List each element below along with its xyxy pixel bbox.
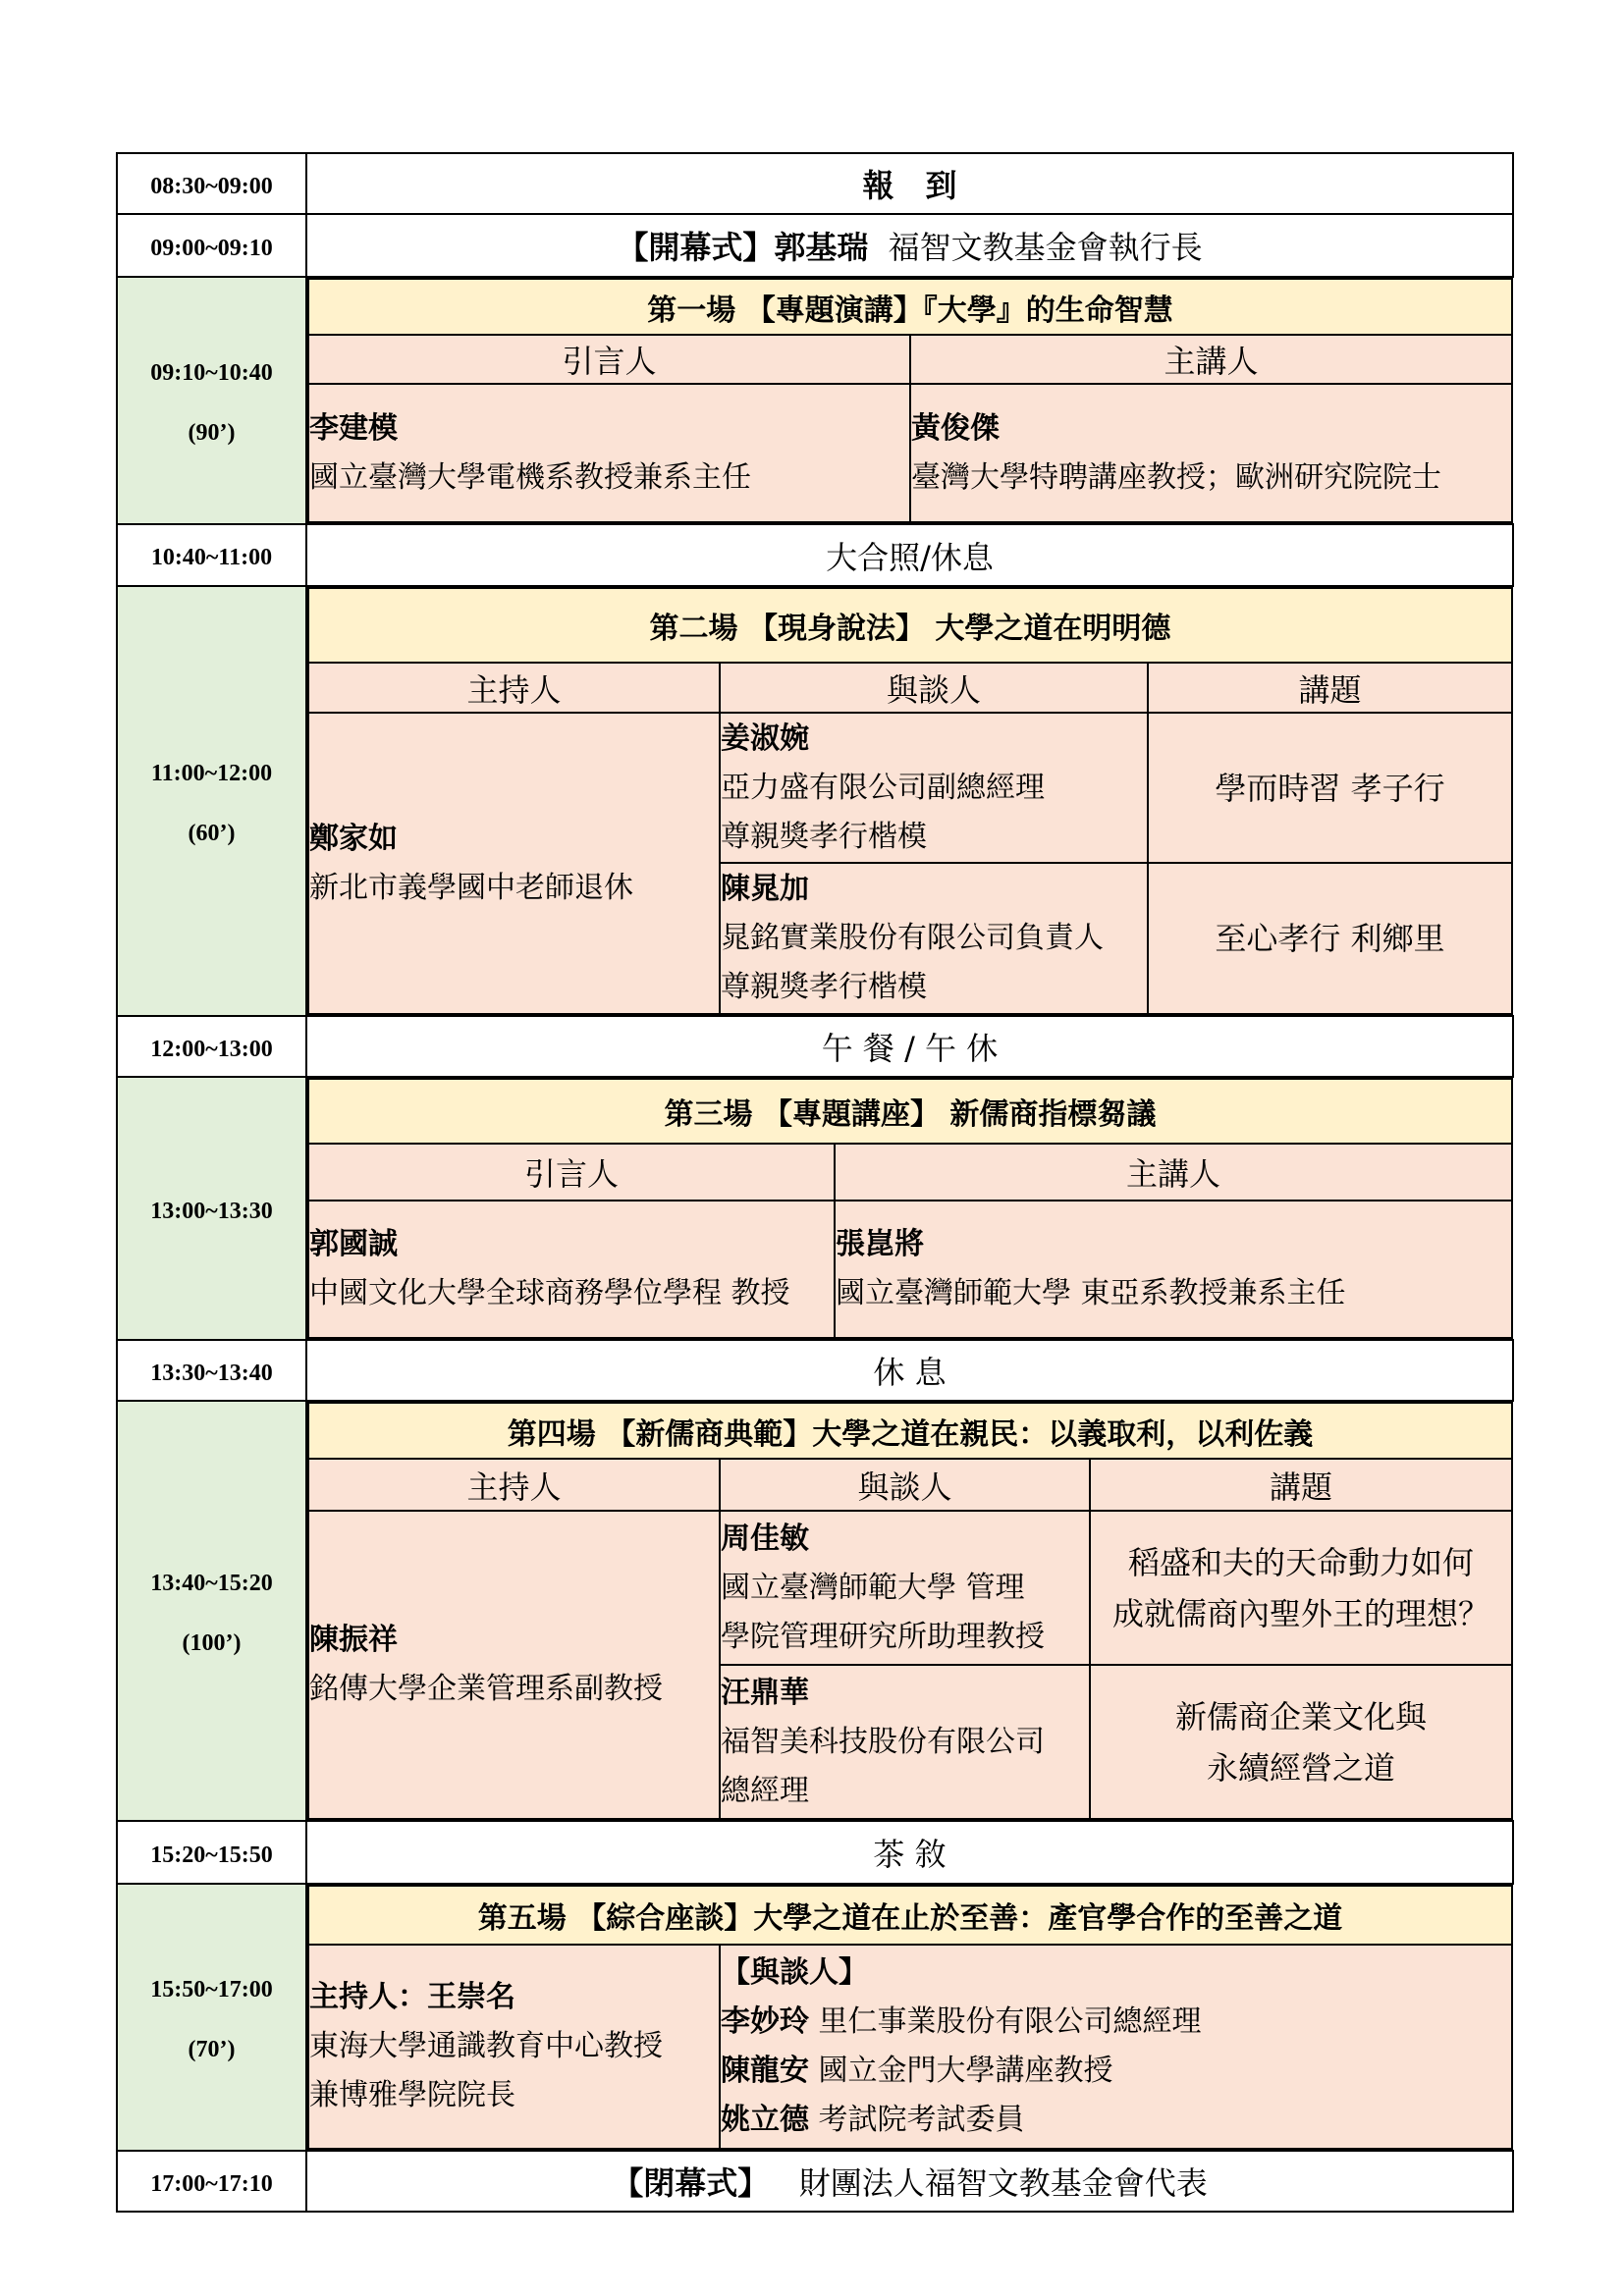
time-cell: 09:10~10:40 (90’): [117, 277, 306, 524]
time-cell: 09:00~09:10: [117, 214, 306, 277]
panelist-cell: 姜淑婉 亞力盛有限公司副總經理 尊親獎孝行楷模: [720, 713, 1148, 863]
closing-label: 【閉幕式】: [612, 2164, 770, 2202]
time-cell: 15:50~17:00 (70’): [117, 1884, 306, 2151]
row-closing: [117, 2151, 1513, 2212]
panelist-name: 周佳敏: [721, 1521, 809, 1556]
intro-cell: [308, 384, 910, 522]
panel-cell: [720, 1945, 1512, 2149]
speaker-desc: 國立臺灣師範大學 東亞系教授兼系主任: [836, 1276, 1346, 1310]
speaker-name: 黃俊傑: [911, 410, 1000, 446]
session-1: [117, 277, 1513, 524]
col-intro: 引言人: [308, 1144, 835, 1201]
time-cell: 11:00~12:00 (60’): [117, 586, 306, 1016]
topic-cell: 新儒商企業文化與 永續經營之道: [1090, 1665, 1512, 1819]
col-speaker: 主講人: [910, 335, 1512, 384]
time-cell: 13:30~13:40: [117, 1340, 306, 1401]
session-title: 第一場 【專題演講】『大學』的生命智慧: [308, 279, 1512, 335]
speaker-cell: [835, 1201, 1512, 1338]
time-cell: 13:00~13:30: [117, 1077, 306, 1340]
opening-cell: [306, 214, 1513, 277]
col-topic: 講題: [1090, 1459, 1512, 1511]
intro-desc: 中國文化大學全球商務學位學程 教授: [309, 1276, 790, 1310]
session-title: 第二場 【現身說法】 大學之道在明明德: [308, 588, 1512, 663]
session-4: [117, 1401, 1513, 1821]
col-panelist: 與談人: [720, 1459, 1090, 1511]
host-name: 主持人：王崇名: [309, 1980, 515, 2014]
lunch-title: 午 餐 / 午 休: [306, 1016, 1513, 1077]
registration-title: 報 到: [306, 153, 1513, 214]
col-host: 主持人: [308, 663, 720, 713]
agenda-table: [116, 152, 1514, 2213]
row-lunch: [117, 1016, 1513, 1077]
col-topic: 講題: [1148, 663, 1512, 713]
intro-cell: [308, 1201, 835, 1338]
host-desc: 新北市義學國中老師退休: [309, 870, 633, 905]
host-desc: 銘傳大學企業管理系副教授: [309, 1672, 663, 1706]
host-cell: [308, 713, 720, 1014]
panelist-name: 陳晁加: [721, 872, 809, 906]
opening-label: 【開幕式】郭基瑞: [617, 229, 869, 266]
session-title: 第三場 【專題講座】 新儒商指標芻議: [308, 1079, 1512, 1144]
topic-cell: 稻盛和夫的天命動力如何 成就儒商內聖外王的理想？: [1090, 1511, 1512, 1665]
col-panelist: 與談人: [720, 663, 1148, 713]
duration: (60’): [188, 821, 236, 846]
photo-break-title: 大合照/休息: [306, 524, 1513, 586]
topic-cell: 學而時習 孝子行: [1148, 713, 1512, 863]
intro-name: 郭國誠: [309, 1227, 398, 1261]
closing-desc: 財團法人福智文教基金會代表: [798, 2164, 1208, 2202]
time-cell: 12:00~13:00: [117, 1016, 306, 1077]
col-speaker: 主講人: [835, 1144, 1512, 1201]
col-host: 主持人: [308, 1459, 720, 1511]
session-title: 第五場 【綜合座談】大學之道在止於至善：產官學合作的至善之道: [308, 1886, 1512, 1945]
panelist-line: 姚立德 考試院考試委員: [721, 2103, 1025, 2137]
panelist-cell: 汪鼎華 福智美科技股份有限公司 總經理: [720, 1665, 1090, 1819]
time-cell: 10:40~11:00: [117, 524, 306, 586]
panelist-name: 汪鼎華: [721, 1675, 809, 1710]
session-3: [117, 1077, 1513, 1340]
panelist-line: 李妙玲 里仁事業股份有限公司總經理: [721, 2004, 1202, 2039]
panelist-line: 陳龍安 國立金門大學講座教授: [721, 2054, 1113, 2088]
duration: (100’): [182, 1630, 242, 1656]
host-name: 陳振祥: [309, 1623, 398, 1657]
host-cell: [308, 1511, 720, 1819]
intro-name: 李建模: [309, 410, 398, 446]
intro-desc: 國立臺灣大學電機系教授兼系主任: [309, 459, 751, 495]
time-cell: 13:40~15:20 (100’): [117, 1401, 306, 1821]
row-photo-break: [117, 524, 1513, 586]
topic-cell: 至心孝行 利鄉里: [1148, 863, 1512, 1014]
time-cell: 17:00~17:10: [117, 2151, 306, 2212]
duration: (70’): [188, 2037, 236, 2062]
col-intro: 引言人: [308, 335, 910, 384]
speaker-desc: 臺灣大學特聘講座教授；歐洲研究院院士: [911, 459, 1441, 495]
opening-desc: 福智文教基金會執行長: [888, 229, 1203, 266]
panelist-cell: 周佳敏 國立臺灣師範大學 管理 學院管理研究所助理教授: [720, 1511, 1090, 1665]
row-tea: [117, 1821, 1513, 1884]
closing-cell: [306, 2151, 1513, 2212]
break-title: 休 息: [306, 1340, 1513, 1401]
session-5: [117, 1884, 1513, 2151]
tea-title: 茶 敘: [306, 1821, 1513, 1884]
panelist-name: 姜淑婉: [721, 721, 809, 756]
time-cell: 15:20~15:50: [117, 1821, 306, 1884]
speaker-name: 張崑將: [836, 1227, 924, 1261]
session-title: 第四場 【新儒商典範】大學之道在親民：以義取利，以利佐義: [308, 1403, 1512, 1459]
panel-label: 【與談人】: [721, 1955, 868, 1990]
row-registration: [117, 153, 1513, 214]
host-cell: 主持人：王崇名 東海大學通識教育中心教授 兼博雅學院院長: [308, 1945, 720, 2149]
session-2: [117, 586, 1513, 1016]
time-cell: 08:30~09:00: [117, 153, 306, 214]
host-name: 鄭家如: [309, 821, 398, 856]
speaker-cell: [910, 384, 1512, 522]
row-opening: [117, 214, 1513, 277]
panelist-cell: 陳晁加 晁銘實業股份有限公司負責人 尊親獎孝行楷模: [720, 863, 1148, 1014]
duration: (90’): [188, 420, 236, 446]
row-break: [117, 1340, 1513, 1401]
